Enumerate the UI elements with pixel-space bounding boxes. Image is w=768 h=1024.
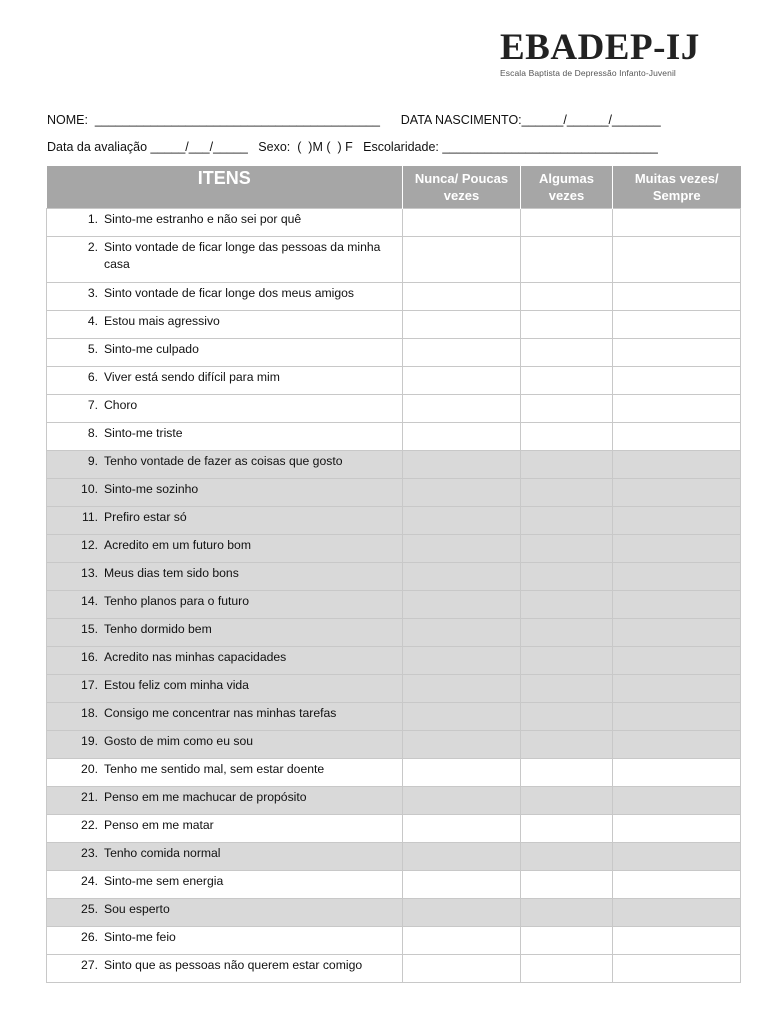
answer-cell-nunca[interactable] bbox=[403, 927, 521, 955]
answer-cell-nunca[interactable] bbox=[403, 283, 521, 311]
table-row bbox=[47, 843, 741, 871]
item-text: Sinto-me estranho e não sei por quê bbox=[104, 212, 302, 226]
col-header-muitas: Muitas vezes/ Sempre bbox=[613, 166, 741, 209]
item-text: Sinto-me culpado bbox=[104, 342, 199, 356]
item-number: 1. bbox=[87, 212, 98, 226]
item-number: 4. bbox=[87, 314, 98, 328]
answer-cell-muitas[interactable] bbox=[613, 451, 741, 479]
item-text: Choro bbox=[104, 398, 138, 412]
item-number: 5. bbox=[87, 342, 98, 356]
item-number: 21. bbox=[81, 790, 98, 804]
item-text: Sinto-me sozinho bbox=[104, 482, 199, 496]
answer-cell-muitas[interactable] bbox=[613, 479, 741, 507]
answer-cell-nunca[interactable] bbox=[403, 209, 521, 237]
answer-cell-algumas[interactable] bbox=[521, 955, 613, 983]
answer-cell-muitas[interactable] bbox=[613, 927, 741, 955]
item-number: 16. bbox=[81, 650, 98, 664]
table-row bbox=[47, 237, 741, 283]
table-header-row bbox=[47, 166, 741, 209]
answer-cell-algumas[interactable] bbox=[521, 563, 613, 591]
answer-cell-muitas[interactable] bbox=[613, 237, 741, 283]
item-number: 14. bbox=[81, 594, 98, 608]
answer-cell-algumas[interactable] bbox=[521, 209, 613, 237]
table-row bbox=[47, 619, 741, 647]
item-number: 18. bbox=[81, 706, 98, 720]
item-cell bbox=[47, 423, 403, 451]
answer-cell-algumas[interactable] bbox=[521, 759, 613, 787]
answer-cell-algumas[interactable] bbox=[521, 507, 613, 535]
answer-cell-nunca[interactable] bbox=[403, 395, 521, 423]
answer-cell-nunca[interactable] bbox=[403, 367, 521, 395]
col-header-nunca: Nunca/ Poucas vezes bbox=[403, 166, 521, 209]
answer-cell-muitas[interactable] bbox=[613, 787, 741, 815]
item-cell bbox=[47, 843, 403, 871]
answer-cell-nunca[interactable] bbox=[403, 871, 521, 899]
answer-cell-algumas[interactable] bbox=[521, 339, 613, 367]
item-cell bbox=[47, 311, 403, 339]
item-cell bbox=[47, 507, 403, 535]
item-text: Sinto que as pessoas não querem estar comigo bbox=[104, 958, 363, 972]
table-row bbox=[47, 647, 741, 675]
items-table-body bbox=[47, 209, 741, 983]
answer-cell-algumas[interactable] bbox=[521, 311, 613, 339]
table-row bbox=[47, 283, 741, 311]
item-text: Tenho me sentido mal, sem estar doente bbox=[104, 762, 325, 776]
item-text: Estou feliz com minha vida bbox=[104, 678, 249, 692]
item-cell bbox=[47, 899, 403, 927]
item-cell bbox=[47, 703, 403, 731]
item-number: 22. bbox=[81, 818, 98, 832]
answer-cell-muitas[interactable] bbox=[613, 731, 741, 759]
table-row bbox=[47, 759, 741, 787]
answer-cell-muitas[interactable] bbox=[613, 899, 741, 927]
answer-cell-muitas[interactable] bbox=[613, 395, 741, 423]
answer-cell-algumas[interactable] bbox=[521, 815, 613, 843]
answer-cell-algumas[interactable] bbox=[521, 647, 613, 675]
answer-cell-nunca[interactable] bbox=[403, 451, 521, 479]
answer-cell-algumas[interactable] bbox=[521, 591, 613, 619]
item-cell bbox=[47, 647, 403, 675]
item-text: Sou esperto bbox=[104, 902, 170, 916]
name-birthdate-line[interactable]: NOME: _________________________________________ DATA NASCIMENTO:______/______/_______ bbox=[47, 113, 661, 127]
answer-cell-muitas[interactable] bbox=[613, 703, 741, 731]
logo-title: EBADEP-IJ bbox=[500, 27, 700, 68]
item-cell bbox=[47, 451, 403, 479]
answer-cell-algumas[interactable] bbox=[521, 787, 613, 815]
answer-cell-algumas[interactable] bbox=[521, 619, 613, 647]
item-number: 7. bbox=[87, 398, 98, 412]
table-row bbox=[47, 703, 741, 731]
item-text: Sinto vontade de ficar longe das pessoas da minha casa bbox=[104, 240, 381, 271]
answer-cell-muitas[interactable] bbox=[613, 209, 741, 237]
answer-cell-muitas[interactable] bbox=[613, 535, 741, 563]
item-text: Meus dias tem sido bons bbox=[104, 566, 239, 580]
item-number: 23. bbox=[81, 846, 98, 860]
answer-cell-nunca[interactable] bbox=[403, 507, 521, 535]
item-number: 27. bbox=[81, 958, 98, 972]
answer-cell-algumas[interactable] bbox=[521, 703, 613, 731]
answer-cell-nunca[interactable] bbox=[403, 647, 521, 675]
item-text: Acredito em um futuro bom bbox=[104, 538, 251, 552]
answer-cell-nunca[interactable] bbox=[403, 759, 521, 787]
items-table bbox=[46, 166, 741, 983]
item-number: 11. bbox=[81, 510, 98, 524]
item-cell bbox=[47, 871, 403, 899]
answer-cell-algumas[interactable] bbox=[521, 535, 613, 563]
col-header-itens: ITENS bbox=[47, 166, 403, 209]
item-cell bbox=[47, 479, 403, 507]
item-text: Consigo me concentrar nas minhas tarefas bbox=[104, 706, 337, 720]
answer-cell-algumas[interactable] bbox=[521, 367, 613, 395]
answer-cell-algumas[interactable] bbox=[521, 237, 613, 283]
answer-cell-muitas[interactable] bbox=[613, 815, 741, 843]
answer-cell-nunca[interactable] bbox=[403, 591, 521, 619]
answer-cell-algumas[interactable] bbox=[521, 395, 613, 423]
answer-cell-muitas[interactable] bbox=[613, 955, 741, 983]
answer-cell-algumas[interactable] bbox=[521, 451, 613, 479]
item-number: 10. bbox=[81, 482, 98, 496]
answer-cell-muitas[interactable] bbox=[613, 647, 741, 675]
item-cell bbox=[47, 619, 403, 647]
table-row bbox=[47, 479, 741, 507]
item-text: Penso em me machucar de propósito bbox=[104, 790, 307, 804]
item-text: Tenho dormido bem bbox=[104, 622, 212, 636]
answer-cell-algumas[interactable] bbox=[521, 843, 613, 871]
table-row bbox=[47, 339, 741, 367]
answer-cell-muitas[interactable] bbox=[613, 339, 741, 367]
item-text: Gosto de mim como eu sou bbox=[104, 734, 254, 748]
answer-cell-muitas[interactable] bbox=[613, 675, 741, 703]
item-cell bbox=[47, 395, 403, 423]
item-text: Tenho comida normal bbox=[104, 846, 221, 860]
answer-cell-nunca[interactable] bbox=[403, 899, 521, 927]
answer-cell-algumas[interactable] bbox=[521, 927, 613, 955]
item-cell bbox=[47, 731, 403, 759]
answer-cell-algumas[interactable] bbox=[521, 899, 613, 927]
answer-cell-muitas[interactable] bbox=[613, 423, 741, 451]
answer-cell-muitas[interactable] bbox=[613, 563, 741, 591]
item-cell bbox=[47, 591, 403, 619]
item-number: 19. bbox=[81, 734, 98, 748]
answer-cell-nunca[interactable] bbox=[403, 423, 521, 451]
table-row bbox=[47, 507, 741, 535]
table-row bbox=[47, 423, 741, 451]
item-number: 12. bbox=[81, 538, 98, 552]
answer-cell-nunca[interactable] bbox=[403, 731, 521, 759]
table-row bbox=[47, 311, 741, 339]
item-cell bbox=[47, 675, 403, 703]
table-row bbox=[47, 899, 741, 927]
answer-cell-muitas[interactable] bbox=[613, 619, 741, 647]
item-text: Prefiro estar só bbox=[104, 510, 187, 524]
item-cell bbox=[47, 367, 403, 395]
item-cell bbox=[47, 787, 403, 815]
answer-cell-algumas[interactable] bbox=[521, 479, 613, 507]
item-text: Sinto-me feio bbox=[104, 930, 176, 944]
item-cell bbox=[47, 535, 403, 563]
item-text: Tenho planos para o futuro bbox=[104, 594, 249, 608]
item-cell bbox=[47, 237, 403, 283]
answer-cell-nunca[interactable] bbox=[403, 535, 521, 563]
answer-cell-nunca[interactable] bbox=[403, 563, 521, 591]
table-row bbox=[47, 675, 741, 703]
answer-cell-algumas[interactable] bbox=[521, 731, 613, 759]
answer-cell-muitas[interactable] bbox=[613, 283, 741, 311]
table-row bbox=[47, 927, 741, 955]
item-number: 9. bbox=[87, 454, 98, 468]
item-text: Tenho vontade de fazer as coisas que gosto bbox=[104, 454, 343, 468]
table-row bbox=[47, 367, 741, 395]
answer-cell-algumas[interactable] bbox=[521, 675, 613, 703]
item-text: Sinto-me triste bbox=[104, 426, 183, 440]
item-cell bbox=[47, 927, 403, 955]
answer-cell-nunca[interactable] bbox=[403, 843, 521, 871]
item-number: 24. bbox=[81, 874, 98, 888]
item-number: 15. bbox=[81, 622, 98, 636]
answer-cell-nunca[interactable] bbox=[403, 675, 521, 703]
logo-subtitle: Escala Baptista de Depressão Infanto-Juvenil bbox=[500, 68, 676, 78]
table-row bbox=[47, 451, 741, 479]
item-number: 2. bbox=[87, 240, 98, 254]
item-text: Sinto-me sem energia bbox=[104, 874, 224, 888]
item-number: 8. bbox=[87, 426, 98, 440]
table-row bbox=[47, 535, 741, 563]
item-text: Estou mais agressivo bbox=[104, 314, 220, 328]
item-number: 26. bbox=[81, 930, 98, 944]
answer-cell-nunca[interactable] bbox=[403, 339, 521, 367]
evaluation-info-line[interactable]: Data da avaliação _____/___/_____ Sexo: ( )M ( ) F Escolaridade: _______________________________ bbox=[47, 140, 658, 154]
item-number: 6. bbox=[87, 370, 98, 384]
item-number: 17. bbox=[81, 678, 98, 692]
item-cell bbox=[47, 759, 403, 787]
answer-cell-muitas[interactable] bbox=[613, 367, 741, 395]
answer-cell-nunca[interactable] bbox=[403, 311, 521, 339]
table-row bbox=[47, 815, 741, 843]
answer-cell-algumas[interactable] bbox=[521, 871, 613, 899]
table-row bbox=[47, 787, 741, 815]
item-text: Sinto vontade de ficar longe dos meus amigos bbox=[104, 286, 354, 300]
item-cell bbox=[47, 283, 403, 311]
item-number: 25. bbox=[81, 902, 98, 916]
answer-cell-nunca[interactable] bbox=[403, 479, 521, 507]
item-cell bbox=[47, 955, 403, 983]
item-text: Penso em me matar bbox=[104, 818, 214, 832]
item-number: 3. bbox=[87, 286, 98, 300]
item-number: 20. bbox=[81, 762, 98, 776]
logo bbox=[500, 28, 730, 78]
answer-cell-algumas[interactable] bbox=[521, 283, 613, 311]
answer-cell-muitas[interactable] bbox=[613, 591, 741, 619]
answer-cell-muitas[interactable] bbox=[613, 759, 741, 787]
item-cell bbox=[47, 209, 403, 237]
answer-cell-muitas[interactable] bbox=[613, 507, 741, 535]
table-row bbox=[47, 871, 741, 899]
item-text: Acredito nas minhas capacidades bbox=[104, 650, 287, 664]
table-row bbox=[47, 563, 741, 591]
col-header-algumas: Algumas vezes bbox=[521, 166, 613, 209]
item-cell bbox=[47, 815, 403, 843]
table-row bbox=[47, 395, 741, 423]
answer-cell-nunca[interactable] bbox=[403, 787, 521, 815]
table-row bbox=[47, 209, 741, 237]
item-text: Viver está sendo difícil para mim bbox=[104, 370, 280, 384]
item-cell bbox=[47, 563, 403, 591]
table-row bbox=[47, 591, 741, 619]
table-row bbox=[47, 955, 741, 983]
answer-cell-nunca[interactable] bbox=[403, 955, 521, 983]
answer-cell-nunca[interactable] bbox=[403, 703, 521, 731]
table-row bbox=[47, 731, 741, 759]
answer-cell-nunca[interactable] bbox=[403, 237, 521, 283]
answer-cell-algumas[interactable] bbox=[521, 423, 613, 451]
item-cell bbox=[47, 339, 403, 367]
answer-cell-nunca[interactable] bbox=[403, 619, 521, 647]
answer-cell-muitas[interactable] bbox=[613, 871, 741, 899]
answer-cell-muitas[interactable] bbox=[613, 311, 741, 339]
item-number: 13. bbox=[81, 566, 98, 580]
answer-cell-nunca[interactable] bbox=[403, 815, 521, 843]
answer-cell-muitas[interactable] bbox=[613, 843, 741, 871]
